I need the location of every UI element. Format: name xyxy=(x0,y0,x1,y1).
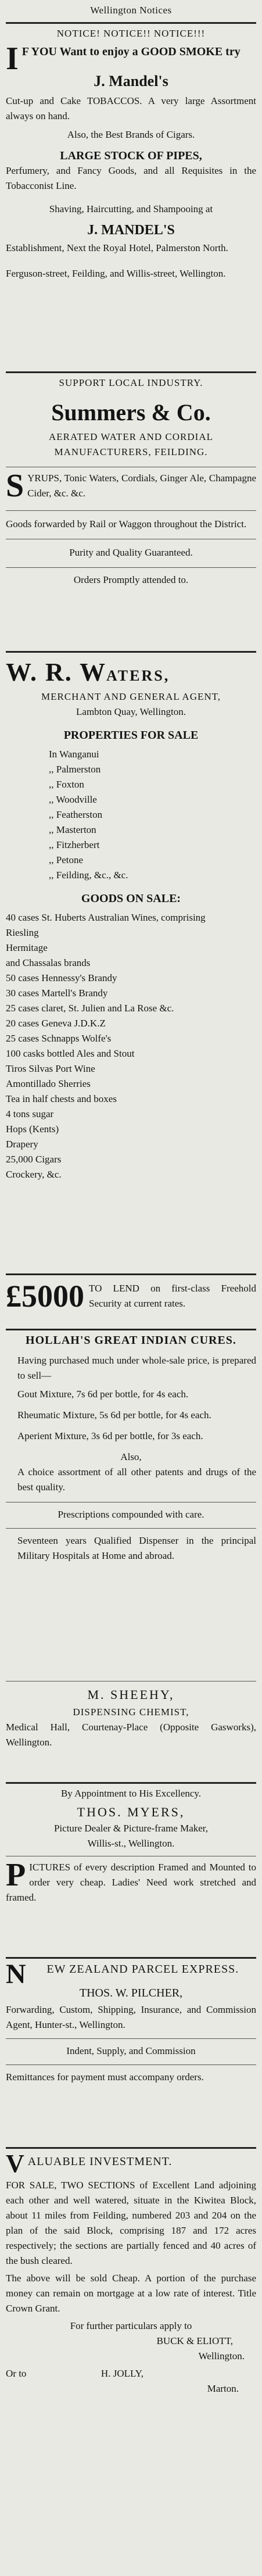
summers-syrups: YRUPS, Tonic Waters, Cordials, Ginger Ale, Champagne Cider, &c. &c. xyxy=(27,473,256,499)
investment-sold: The above will be sold Cheap. A portion of the purchase money can remain on mortgage at a low rate of interest. Title Crown Grant. xyxy=(6,2273,256,2314)
divider xyxy=(6,1273,256,1275)
hollah-aperient: Aperient Mixture, 3s 6d per bottle, for 3s each. xyxy=(17,1430,203,1441)
myers-name: THOS. MYERS, xyxy=(77,1805,185,1819)
list-item: Riesling xyxy=(6,927,39,938)
loan-text: TO LEND on first-class Freehold Security at current rates. xyxy=(89,1283,256,1309)
list-item: ,, Fitzherbert xyxy=(49,839,100,850)
list-item: 25,000 Cigars xyxy=(6,1154,62,1165)
pilcher-title: EW ZEALAND PARCEL EXPRESS. xyxy=(46,1963,239,1976)
divider xyxy=(6,510,256,511)
column-header: Wellington Notices xyxy=(90,5,172,16)
mandel-name: J. Mandel's xyxy=(94,73,168,90)
investment-text: FOR SALE, TWO SECTIONS of Excellent Land adjoining each other and well watered, situate in the Kiwitea Block, about 11 miles from Feilding, numbered 203 and 204 on the plan of the said Block, comprising 187 and 172 acres respectively; the sections are partially fenced and 40 acres of the bush cleared. xyxy=(6,2180,256,2266)
mandel-pipes: LARGE STOCK OF PIPES, xyxy=(60,149,202,162)
hollah-also: Also, xyxy=(120,1451,142,1462)
divider xyxy=(6,2038,256,2039)
list-item: Tiros Silvas Port Wine xyxy=(6,1063,95,1074)
pilcher-advertisement xyxy=(6,1961,256,2145)
list-item: Drapery xyxy=(6,1139,38,1150)
mandel-shaving: Shaving, Haircutting, and Shampooing at xyxy=(49,203,213,214)
mandel-advertisement xyxy=(6,26,256,369)
list-item: Hermitage xyxy=(6,942,48,953)
waters-rest: ATERS, xyxy=(106,667,170,684)
hollah-assortment: A choice assortment of all other patents and drugs of the best quality. xyxy=(17,1466,256,1493)
mandel-tobacco: Cut-up and Cake TOBACCOS. A very large Assortment always on hand. xyxy=(6,95,256,121)
myers-appointment: By Appointment to His Excellency. xyxy=(60,1788,202,1799)
waters-initials: W. R. W xyxy=(6,658,106,686)
investment-advertisement xyxy=(6,2151,256,2477)
divider xyxy=(6,1782,256,1784)
summers-goods: Goods forwarded by Rail or Waggon throughout the District. xyxy=(6,518,247,529)
list-item: 30 cases Martell's Brandy xyxy=(6,988,108,999)
hollah-rheumatic: Rheumatic Mixture, 5s 6d per bottle, for 4s each. xyxy=(17,1409,211,1421)
goods-title: GOODS ON SALE: xyxy=(81,892,181,905)
list-item: ,, Woodville xyxy=(49,794,97,805)
list-item: 100 casks bottled Ales and Stout xyxy=(6,1048,135,1059)
investment-orto: Or to xyxy=(6,2368,27,2379)
divider xyxy=(6,371,256,373)
loan-advertisement xyxy=(6,1278,256,1326)
divider xyxy=(6,1528,256,1529)
mandel-establishment: Establishment, Next the Royal Hotel, Palmerston North. xyxy=(6,242,228,253)
list-item: ,, Petone xyxy=(49,854,84,865)
mandel-name-2: J. MANDEL'S xyxy=(87,223,175,238)
summers-advertisement xyxy=(6,375,256,649)
mandel-lead: F YOU Want to enjoy a GOOD SMOKE try xyxy=(21,45,241,58)
investment-title: ALUABLE INVESTMENT. xyxy=(27,2155,173,2168)
pilcher-indent: Indent, Supply, and Commission xyxy=(66,2045,196,2056)
list-item: 40 cases St. Huberts Australian Wines, comprising xyxy=(6,912,206,923)
drop-cap: N xyxy=(6,1959,26,1990)
waters-role: MERCHANT AND GENERAL AGENT, xyxy=(41,691,221,702)
waters-location: Lambton Quay, Wellington. xyxy=(76,706,186,717)
list-item: Tea in half chests and boxes xyxy=(6,1093,117,1104)
divider xyxy=(6,567,256,568)
support-heading: SUPPORT LOCAL INDUSTRY. xyxy=(59,377,203,388)
divider xyxy=(6,1329,256,1330)
summers-name: Summers & Co. xyxy=(51,399,211,425)
summers-purity: Purity and Quality Guaranteed. xyxy=(69,547,193,558)
hollah-purchase: Having purchased much under whole-sale price, is prepared to sell— xyxy=(17,1355,256,1381)
list-item: ,, Palmerston xyxy=(49,764,101,775)
sheehy-role: DISPENSING CHEMIST, xyxy=(73,1706,189,1718)
summers-orders: Orders Promptly attended to. xyxy=(73,574,189,585)
list-item: Hops (Kents) xyxy=(6,1124,59,1135)
pilcher-name: THOS. W. PILCHER, xyxy=(79,1987,183,1999)
goods-list xyxy=(6,910,256,1182)
hollah-title: HOLLAH'S GREAT INDIAN CURES. xyxy=(26,1334,236,1347)
divider xyxy=(6,651,256,653)
list-item: ,, Masterton xyxy=(49,824,96,835)
list-item: 25 cases Schnapps Wolfe's xyxy=(6,1033,112,1044)
pilcher-text: Forwarding, Custom, Shipping, Insurance, and Commission Agent, Hunter-st., Wellington. xyxy=(6,2004,256,2030)
sheehy-address: Medical Hall, Courtenay-Place (Opposite Gasworks), Wellington. xyxy=(6,1722,256,1748)
sheehy-name: M. SHEEHY, xyxy=(87,1687,175,1702)
hollah-seventeen: Seventeen years Qualified Dispenser in the principal Military Hospitals at Home and abroad. xyxy=(17,1535,256,1561)
drop-cap: V xyxy=(6,2149,24,2178)
pilcher-remittances: Remittances for payment must accompany orders. xyxy=(6,2071,204,2083)
list-item: Crockery, &c. xyxy=(6,1169,62,1180)
summers-sub: AERATED WATER AND CORDIAL MANUFACTURERS, FEILDING. xyxy=(49,431,213,457)
list-item: 50 cases Hennessy's Brandy xyxy=(6,972,117,983)
properties-list xyxy=(6,747,256,883)
investment-agents-location: Wellington. xyxy=(198,2350,245,2362)
hollah-gout: Gout Mixture, 7s 6d per bottle, for 4s each. xyxy=(17,1389,189,1400)
waters-advertisement xyxy=(6,657,256,1271)
divider xyxy=(6,22,256,24)
list-item: 4 tons sugar xyxy=(6,1108,54,1119)
mandel-ferguson: Ferguson-street, Feilding, and Willis-street, Wellington. xyxy=(6,268,226,279)
list-item: and Chassalas brands xyxy=(6,957,91,968)
sheehy-advertisement xyxy=(6,1681,256,1780)
loan-amount: £5000 xyxy=(6,1279,84,1314)
drop-cap: I xyxy=(6,41,19,77)
investment-particulars: For further particulars apply to xyxy=(70,2320,192,2331)
investment-jolly: H. JOLLY, xyxy=(101,2368,143,2379)
drop-cap: P xyxy=(6,1857,26,1893)
list-item: In Wanganui xyxy=(49,749,99,760)
list-item: 20 cases Geneva J.D.K.Z xyxy=(6,1018,106,1029)
myers-role: Picture Dealer & Picture-frame Maker, xyxy=(53,1823,209,1834)
list-item: ,, Feilding, &c., &c. xyxy=(49,870,128,881)
investment-agents: BUCK & ELIOTT, xyxy=(156,2335,233,2346)
myers-address: Willis-st., Wellington. xyxy=(87,1838,175,1849)
list-item: 25 cases claret, St. Julien and La Rose &c. xyxy=(6,1003,174,1014)
hollah-advertisement xyxy=(6,1334,256,1679)
myers-text: ICTURES of every description Framed and Mounted to order very cheap. Ladies' Need work stretched and framed. xyxy=(6,1862,256,1903)
list-item: ,, Featherston xyxy=(49,809,103,820)
list-item: Amontillado Sherries xyxy=(6,1078,91,1089)
mandel-cigars: Also, the Best Brands of Cigars. xyxy=(67,129,195,140)
mandel-perfumery: Perfumery, and Fancy Goods, and all Requisites in the Tobacconist Line. xyxy=(6,165,256,191)
drop-cap: S xyxy=(6,468,24,504)
hollah-prescriptions: Prescriptions compounded with care. xyxy=(58,1509,204,1520)
investment-jolly-location: Marton. xyxy=(207,2383,239,2394)
myers-advertisement xyxy=(6,1786,256,1955)
divider xyxy=(6,2147,256,2149)
properties-title: PROPERTIES FOR SALE xyxy=(63,729,199,742)
divider xyxy=(6,1957,256,1959)
list-item: ,, Foxton xyxy=(49,779,84,790)
notice-heading: NOTICE! NOTICE!! NOTICE!!! xyxy=(56,28,206,39)
